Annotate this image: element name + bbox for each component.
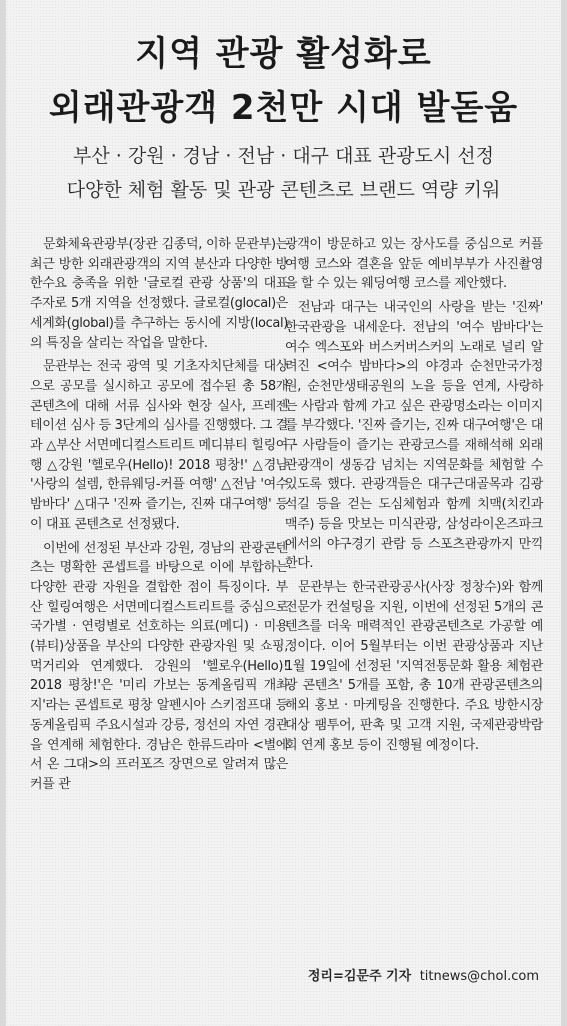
byline [308,965,539,984]
byline-email[interactable]: titnews@chol.com [419,969,539,984]
headline-line-2: 외래관광객 2천만 시대 발돋움 [48,88,519,128]
paragraph-busan-gangwon: 이번에 선정된 부산과 강원, 경남의 관광콘텐츠는 명확한 콘셉트를 바탕으로 이에 부합하는 다양한 관광 자원을 결합한 점이 특징이다. 부산 힐링여행은 서면메디컬스트리트를 중심으로 국가별 · 연령별로 선호하는 의료(메디) · 미용(뷰티)상품을 부산의 다양한 관광자원 및 쇼핑, 먹거리와 연계했다. 강원의 '헬로우(Hello)! 2018 평창!'은 '미리 가보는 동계올림픽 개최지'라는 콘셉트로 평창 알펜시아 스키점프대 등 동계올림픽 주요시설과 강릉, 정선의 자연 경관을 연계해 체험한다. 경남은 한류드라마 <별에서 온 그대>의 프러포즈 장면으로 알려져 많은 커플 관 [30,540,288,792]
byline-author: 정리=김문주 기자 [307,969,412,984]
paragraph-continued: 광객이 방문하고 있는 장사도를 중심으로 커플여행 코스와 결혼을 앞둔 예비부부가 사진촬영을 할 수 있는 웨딩여행 코스를 제안했다. [285,237,543,292]
paragraph-selection: 문관부는 전국 광역 및 기초자치단체를 대상으로 공모를 실시하고 공모에 접수된 총 58개 콘텐츠에 대해 서류 심사와 현장 실사, 프레젠테이션 심사 등 3단계의 심사를 진행했다. 그 결과 △부산 서면메디컬스트리트 메디뷰티 힐링여행 △강원 '헬로우(Hello)! 2018 평창!' △경남 '사랑의 설렘, 한류웨딩-커플 여행' △전남 '여수 밤바다' △대구 '진짜 즐기는, 진짜 대구여행' 등이 대표 콘텐츠로 선정됐다. [30,359,288,532]
subhead-line-1: 부산 · 강원 · 경남 · 전남 · 대구 대표 관광도시 선정 [73,145,494,167]
headline-line-1: 지역 관광 활성화로 [135,34,432,74]
paragraph-jeonnam-daegu: 전남과 대구는 내국인의 사랑을 받는 '진짜' 한국관광을 내세운다. 전남의 '여수 밤바다'는 여수 엑스포와 버스커버스커의 노래로 널리 알려진 <여수 밤바다>의 야경과 순천만국가정원, 순천만생태공원의 노을 등을 연계, 사랑하는 사람과 함께 가고 싶은 관광명소라는 이미지를 부각했다. '진짜 즐기는, 진짜 대구여행'은 대구 사람들이 즐기는 관광코스를 재해석해 외래관광객이 생동감 넘치는 지역문화를 체험할 수 있도록 했다. 관광객들은 대구근대골목과 김광석길 등을 걷는 도심체험과 함께 치맥(치킨과 맥주) 등을 맛보는 미식관광, 삼성라이온즈파크에서의 야구경기 관람 등 스포츠관광까지 만끽한다. [285,300,543,572]
paragraph-intro: 문화체육관광부(장관 김종덕, 이하 문관부)는 최근 방한 외래관광객의 지역 분산과 다양한 방한수요 충족을 위한 '글로컬 관광 상품'의 대표 주자로 5개 지역을 선정했다. 글로컬(glocal)은 세계화(global)를 추구하는 동시에 지방(local)의 특징을 살리는 작업을 말한다. [30,237,288,351]
article-column-right [285,235,543,759]
subhead-line-2: 다양한 체험 활동 및 관광 콘텐츠로 브랜드 역량 키워 [66,179,501,201]
paragraph-plans: 문관부는 한국관광공사(사장 정창수)와 함께 전문가 컨설팅을 지원, 이번에 선정된 5개의 콘텐츠를 더욱 매력적인 관광콘텐츠로 가공할 예정이다. 이어 5월부터는 이번 관광상품과 지난 1월 19일에 선정된 '지역전통문화 활용 체험관광 콘텐츠' 5개를 포함, 총 10개 관광콘텐츠의 해외 홍보 · 마케팅을 진행한다. 주요 방한시장 대상 팸투어, 판촉 및 고객 지원, 국제관광박람회 연계 홍보 등이 진행될 예정이다. [285,579,543,753]
article-column-left [30,235,288,799]
